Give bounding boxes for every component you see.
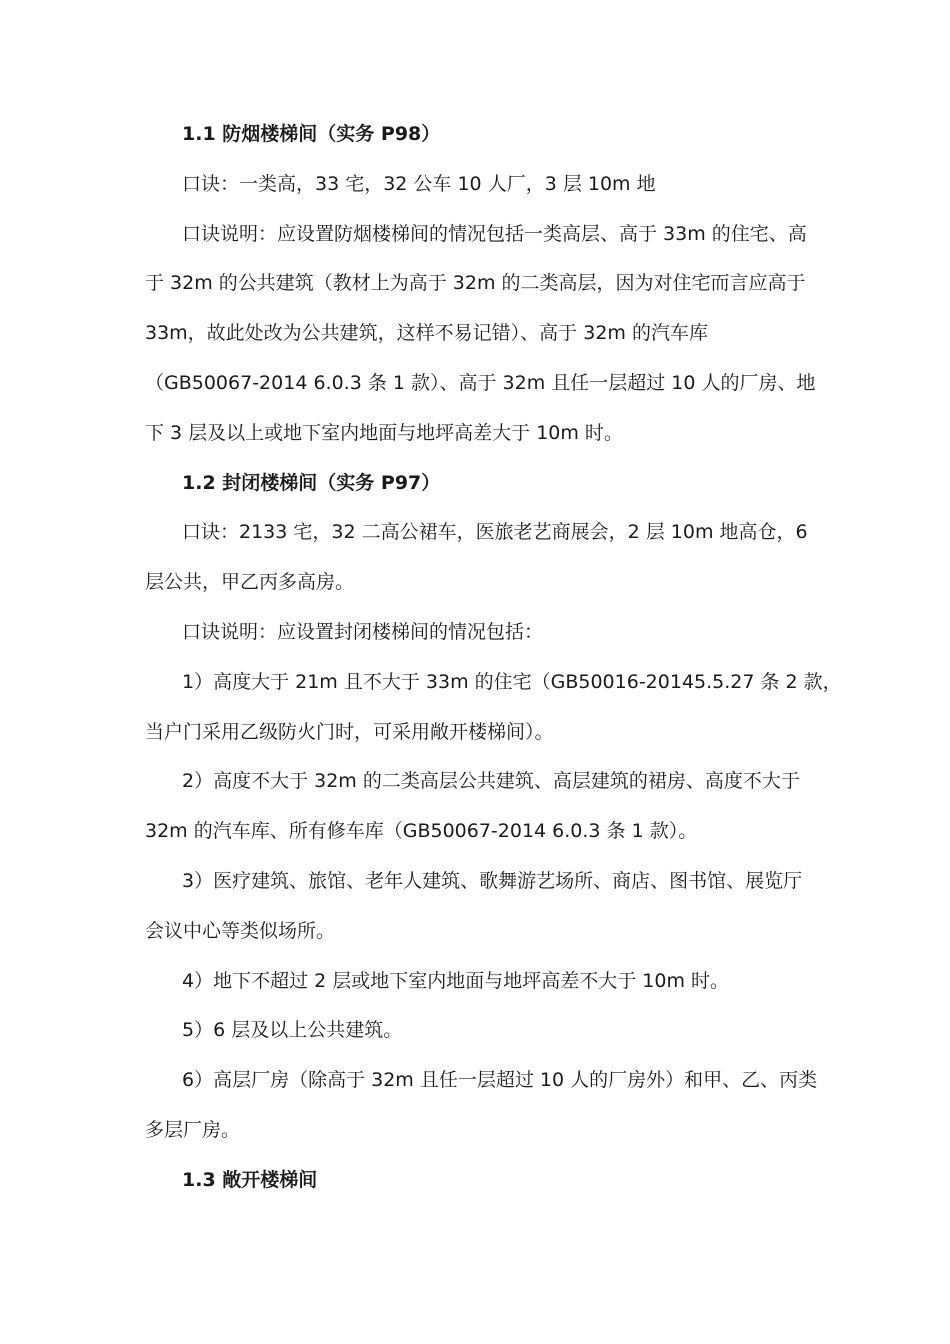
formula-1-2-line-2: 层公共，甲乙丙多高房。 — [145, 571, 355, 594]
list-item-4: 4）地下不超过 2 层或地下室内地面与地坪高差不大于 10m 时。 — [182, 969, 730, 992]
section-heading-1-1: 1.1 防烟楼梯间（实务 P98） — [182, 123, 441, 145]
explanation-1-1-line-3: 33m，故此处改为公共建筑，这样不易记错）、高于 32m 的汽车库 — [145, 322, 708, 345]
list-item-2-line-1: 2）高度不大于 32m 的二类高层公共建筑、高层建筑的裙房、高度不大于 — [182, 770, 800, 793]
formula-1-1: 口诀：一类高，33 宅，32 公车 10 人厂，3 层 10m 地 — [182, 172, 656, 195]
list-item-6-line-2: 多层厂房。 — [145, 1118, 241, 1141]
list-item-6-line-1: 6）高层厂房（除高于 32m 且任一层超过 10 人的厂房外）和甲、乙、丙类 — [182, 1069, 818, 1092]
explanation-1-1-line-2: 于 32m 的公共建筑（教材上为高于 32m 的二类高层，因为对住宅而言应高于 — [145, 272, 806, 295]
explanation-1-1-line-4: （GB50067-2014 6.0.3 条 1 款）、高于 32m 且任一层超过 10 人的厂房、地 — [145, 371, 816, 394]
list-item-1-line-1: 1）高度大于 21m 且不大于 33m 的住宅（GB50016-20145.5.27 条 2 款， — [182, 670, 842, 693]
list-item-3-line-1: 3）医疗建筑、旅馆、老年人建筑、歌舞游艺场所、商店、图书馆、展览厅 — [182, 869, 803, 892]
section-heading-1-3: 1.3 敞开楼梯间 — [182, 1168, 318, 1191]
list-item-5: 5）6 层及以上公共建筑。 — [182, 1019, 403, 1042]
list-item-1-line-2: 当户门采用乙级防火门时，可采用敞开楼梯间）。 — [145, 720, 554, 743]
formula-1-2-line-1: 口诀：2133 宅，32 二高公裙车，医旅老艺商展会，2 层 10m 地高仓，6 — [182, 521, 808, 544]
list-item-3-line-2: 会议中心等类似场所。 — [145, 919, 336, 942]
section-heading-1-2: 1.2 封闭楼梯间（实务 P97） — [182, 471, 441, 494]
explanation-1-2-intro: 口诀说明：应设置封闭楼梯间的情况包括： — [182, 620, 544, 643]
explanation-1-1-line-5: 下 3 层及以上或地下室内地面与地坪高差大于 10m 时。 — [145, 421, 623, 444]
document-body — [145, 110, 842, 1206]
list-item-2-line-2: 32m 的汽车库、所有修车库（GB50067-2014 6.0.3 条 1 款）。 — [145, 820, 698, 843]
explanation-1-1-line-1: 口诀说明：应设置防烟楼梯间的情况包括一类高层、高于 33m 的住宅、高 — [182, 222, 807, 245]
